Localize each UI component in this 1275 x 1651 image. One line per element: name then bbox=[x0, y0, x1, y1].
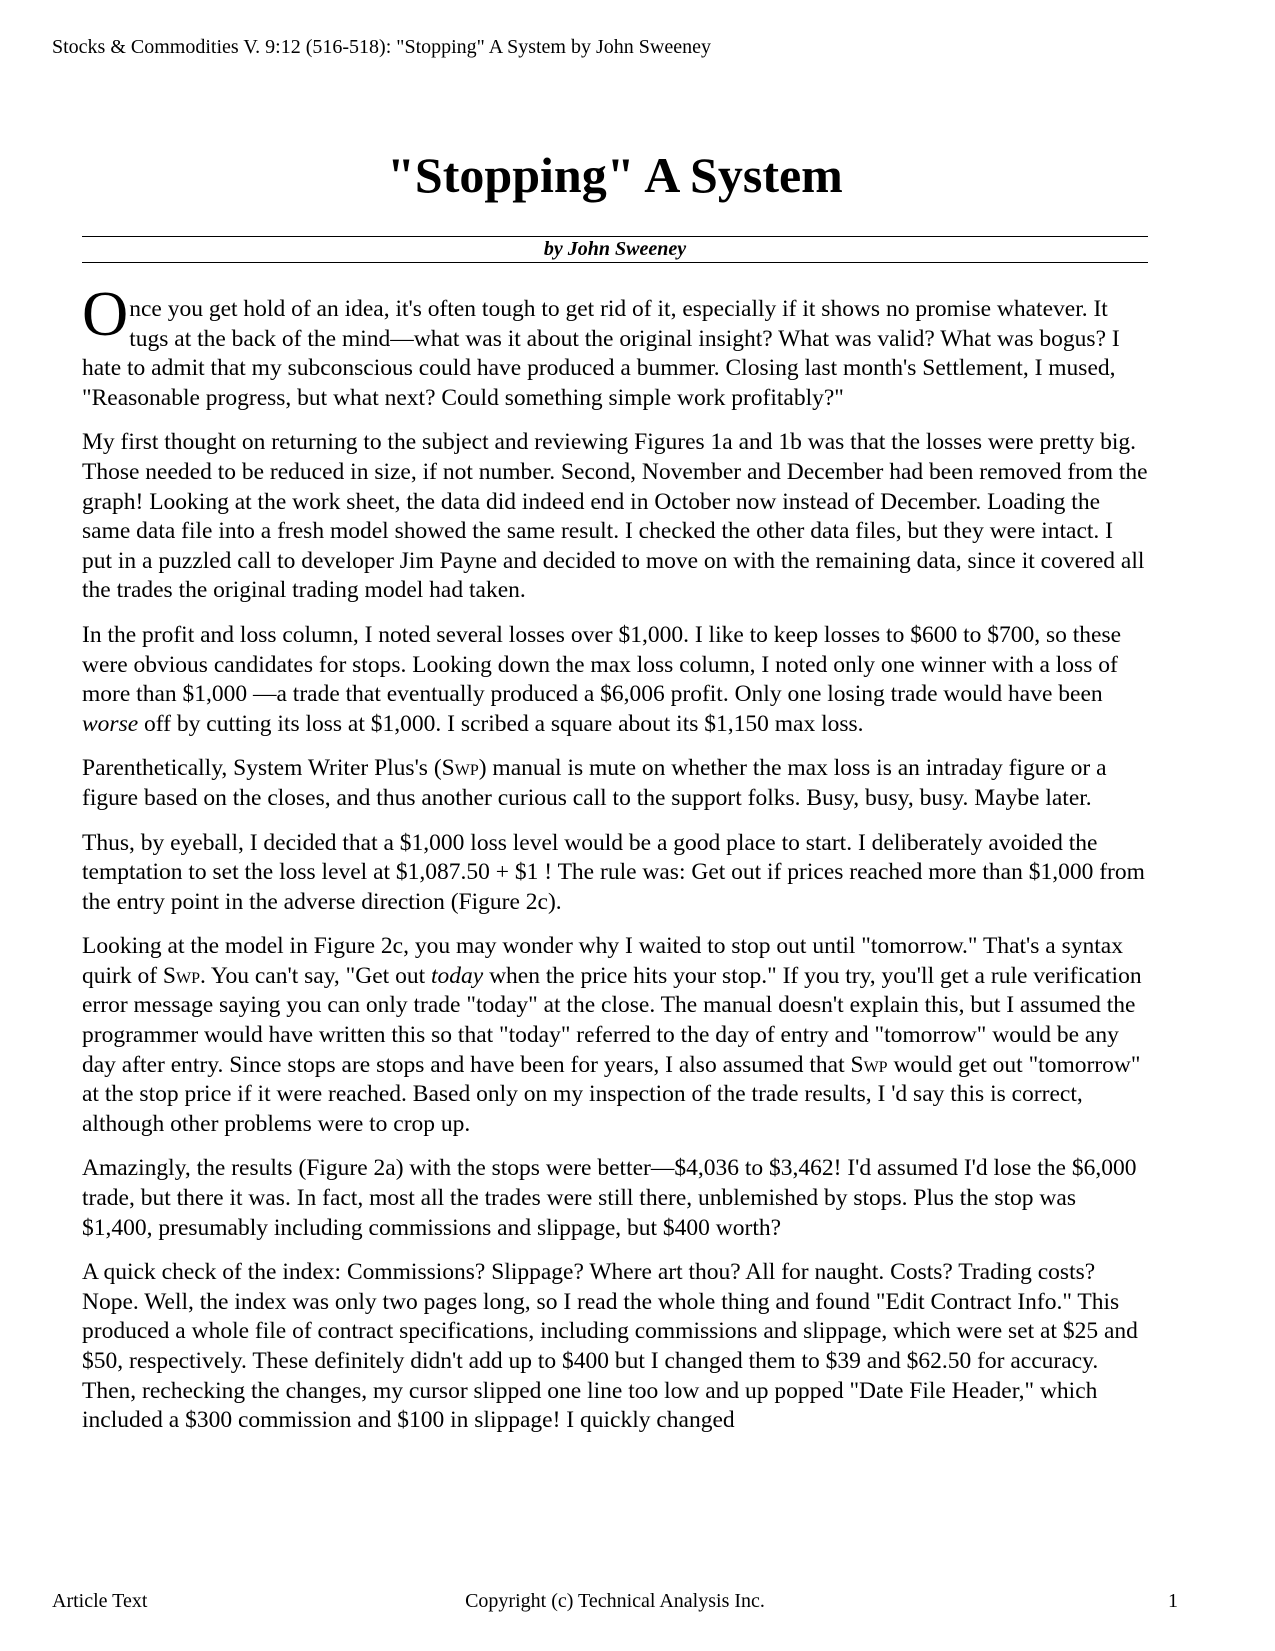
paragraph-4-text-a: Parenthetically, System Writer Plus's (S bbox=[82, 755, 455, 782]
page-number: 1 bbox=[1168, 1590, 1178, 1612]
paragraph-2: My first thought on returning to the subject and reviewing Figures 1a and 1b was that the losses were pretty big. Those needed to be reduced in size, if not number. Second, November and December had been removed from the graph! Looking at the work sheet, the data did indeed end in October now instead of December. Loading the same data file into a fresh model showed the same result. I checked the other data files, but they were intact. I put in a puzzled call to developer Jim Payne and decided to move on with the remaining data, since it covered all the trades the original trading model had taken. bbox=[82, 429, 1148, 604]
title-rule-bottom bbox=[82, 262, 1148, 263]
paragraph-1 bbox=[82, 278, 1148, 413]
swp-abbrev: wp bbox=[863, 1051, 888, 1078]
article-title: "Stopping" A System bbox=[387, 147, 843, 203]
paragraph-6-text-b: . You can't say, "Get out bbox=[200, 962, 431, 989]
swp-abbrev: wp bbox=[176, 962, 200, 989]
paragraph-4-text-b: ) manual is mute on whether the max loss is an intraday figure or a figure based on the closes, and thus another curious call to the support folks. Busy, busy, busy. Maybe later. bbox=[82, 755, 1107, 811]
drop-cap: O bbox=[82, 278, 129, 349]
paragraph-6-emphasis: today bbox=[430, 962, 484, 989]
article-body bbox=[82, 278, 1148, 1451]
paragraph-3 bbox=[82, 621, 1148, 739]
paragraph-6 bbox=[82, 932, 1148, 1139]
paragraph-6-text-a: Looking at the model in Figure 2c, you may wonder why I waited to stop out until "tomorrow." That's a syntax quirk of S bbox=[82, 933, 1123, 989]
paragraph-3-emphasis: worse bbox=[82, 710, 139, 737]
paragraph-8: A quick check of the index: Commissions? Slippage? Where art thou? All for naught. Costs? Trading costs? Nope. Well, the index was only two pages long, so I read the whole thing and found "Edit Contract Info." This produced a whole file of contract specifications, including commissions and slippage, which were set at $25 and $50, respectively. These definitely didn't add up to $400 but I changed them to $39 and $62.50 for accuracy. Then, rechecking the changes, my cursor slipped one line too low and up popped "Date File Header," which included a $300 commission and $100 in slippage! I quickly changed bbox=[82, 1259, 1138, 1434]
paragraph-5: Thus, by eyeball, I decided that a $1,000 loss level would be a good place to start. I deliberately avoided the temptation to set the loss level at $1,087.50 + $1 ! The rule was: Get out if prices reached more than $1,000 from the entry point in the adverse direction (Figure 2c). bbox=[82, 829, 1145, 915]
paragraph-4 bbox=[82, 754, 1148, 813]
paragraph-3-text-b: off by cutting its loss at $1,000. I scribed a square about its $1,150 max loss. bbox=[138, 710, 864, 737]
footer-copyright: Copyright (c) Technical Analysis Inc. bbox=[465, 1590, 765, 1612]
paragraph-1-rest: whatever. It tugs at the back of the mind—what was it about the original insight? What was valid? What was bogus? I hate to admit that my subconscious could have produced a bummer. Closing last month's Settlement, I mused, "Reasonable progress, but what next? Could something simple work profitably?" bbox=[82, 296, 1120, 411]
footer-section-label: Article Text bbox=[52, 1590, 148, 1612]
paragraph-7: Amazingly, the results (Figure 2a) with the stops were better—$4,036 to $3,462! I'd assumed I'd lose the $6,000 trade, but there it was. In fact, most all the trades were still there, unblemished by stops. Plus the stop was $1,400, presumably including commissions and slippage, but $400 worth? bbox=[82, 1155, 1137, 1241]
byline: by John Sweeney bbox=[543, 238, 687, 260]
paragraph-3-text-a: In the profit and loss column, I noted several losses over $1,000. I like to keep losses to $600 to $700, so these were obvious candidates for stops. Looking down the max loss column, I noted only one winner with a loss of more than $1,000 —a trade that eventually produced a $6,006 profit. Only one losing trade would have been bbox=[82, 621, 1122, 708]
paragraph-1-first-line: nce you get hold of an idea, it's often tough to get rid of it, especially if it shows no promise bbox=[129, 296, 992, 322]
paragraph-6-text-d: would get out "tomorrow" at the stop price if it were reached. Based only on my inspection of the trade results, I 'd say this is correct, although other problems were to crop up. bbox=[82, 1051, 1141, 1137]
swp-abbrev: wp bbox=[454, 755, 479, 782]
running-header: Stocks & Commodities V. 9:12 (516-518): "Stopping" A System by John Sweeney bbox=[52, 36, 711, 58]
paragraph-6-text-c: when the price hits your stop." If you try, you'll get a rule verification error message saying you can only trade "today" at the close. The manual doesn't explain this, but I assumed the programmer would have written this so that "today" referred to the day of entry and "tomorrow" would be any day after entry. Since stops are stops and have been for years, I also assumed that S bbox=[82, 962, 1142, 1078]
